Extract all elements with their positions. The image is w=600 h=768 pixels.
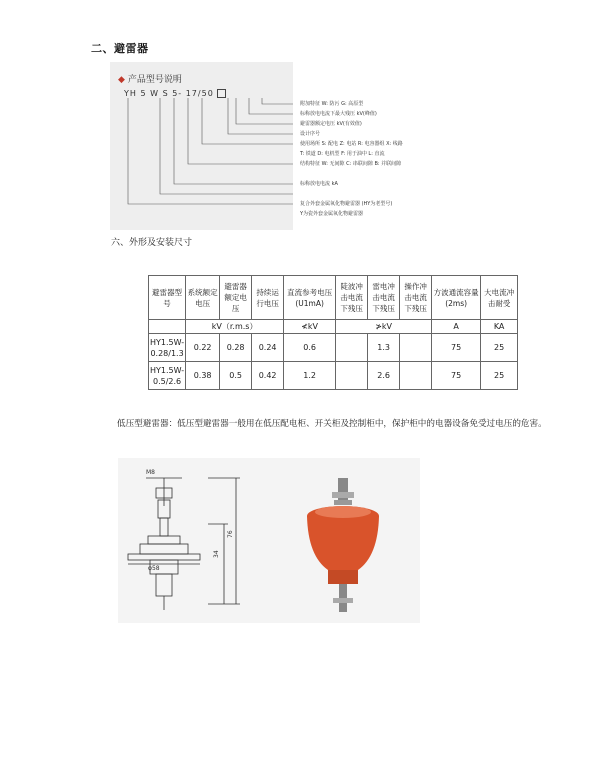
spec-table <box>148 275 518 390</box>
legend-line: 设计序号 <box>300 131 321 137</box>
legend-line: Y为瓷外套金属氧化物避雷器 <box>300 211 364 217</box>
code-part: 5 <box>140 89 147 98</box>
legend-line: 附加特征 W: 防污 G: 高原型 <box>300 101 364 107</box>
table-row <box>149 334 518 362</box>
legend-line: 标称放电电流 kA <box>300 181 338 187</box>
unit-cell: ≯kV <box>336 320 432 334</box>
model-cell: HY1.5W-0.28/1.3 <box>149 334 186 362</box>
code-part: - <box>178 89 183 98</box>
table-cell: 1.3 <box>368 334 400 362</box>
table-cell <box>149 320 186 334</box>
code-part: W <box>150 89 160 98</box>
legend-line: 复合外套金属氧化物避雷器 (HY为老型号) <box>300 201 393 207</box>
table-cell: 0.38 <box>186 362 220 390</box>
table-cell: 0.6 <box>284 334 336 362</box>
total-height-label: 76 <box>227 530 234 538</box>
description-paragraph: 低压型避雷器：低压型避雷器一般用在低压配电柜、开关柜及控制柜中，保护柜中的电器设备免受过电压的危害。 <box>117 419 547 429</box>
header-cell: 避雷器额定电压 <box>220 276 252 320</box>
inner-height-label: 34 <box>213 550 220 558</box>
table-cell: 0.42 <box>252 362 284 390</box>
table-cell: 0.22 <box>186 334 220 362</box>
code-part: 17 <box>185 89 198 98</box>
table-cell: 25 <box>481 334 518 362</box>
product-photo <box>288 478 398 618</box>
table-cell: 2.6 <box>368 362 400 390</box>
header-cell: 系统额定电压 <box>186 276 220 320</box>
table-header-row <box>149 276 518 320</box>
table-cell <box>400 334 432 362</box>
unit-cell: KA <box>481 320 518 334</box>
table-cell <box>336 362 368 390</box>
diameter-label: φ58 <box>148 565 160 572</box>
code-part: / <box>197 89 202 98</box>
code-part: YH <box>124 89 137 98</box>
legend-line: 结构特征 W: 无间隙 C: 串联间隙 B: 并联间隙 <box>300 161 402 167</box>
code-part: 50 <box>201 89 214 98</box>
model-cell: HY1.5W-0.5/2.6 <box>149 362 186 390</box>
table-cell: 1.2 <box>284 362 336 390</box>
legend-line: 标称放电电流下最大残压 kV(峰值) <box>300 111 377 117</box>
header-cell: 操作冲击电流下残压 <box>400 276 432 320</box>
legend-line: 使用场所 S: 配电 Z: 电站 R: 电容器组 X: 线路 <box>300 141 403 147</box>
diamond-icon: ◆ <box>118 75 125 85</box>
header-cell: 大电流冲击耐受 <box>481 276 518 320</box>
section-heading: 二、避雷器 <box>91 42 149 55</box>
table-row <box>149 362 518 390</box>
legend-line: 避雷器额定电压 kV(有效值) <box>300 121 362 127</box>
thread-label: M8 <box>146 469 155 476</box>
header-cell: 直流参考电压(U1mA) <box>284 276 336 320</box>
header-cell: 陡波冲击电流下残压 <box>336 276 368 320</box>
product-image-panel <box>118 458 420 623</box>
code-part: S <box>162 89 169 98</box>
table-cell <box>400 362 432 390</box>
table-cell: 75 <box>432 362 481 390</box>
table-cell: 25 <box>481 362 518 390</box>
table-cell <box>336 334 368 362</box>
table-cell: 0.28 <box>220 334 252 362</box>
table-cell: 0.5 <box>220 362 252 390</box>
code-part: 5 <box>172 89 179 98</box>
header-cell: 方波通流容量(2ms) <box>432 276 481 320</box>
header-cell: 雷电冲击电流下残压 <box>368 276 400 320</box>
model-title-text: 产品型号说明 <box>127 75 182 85</box>
unit-cell: ≮kV <box>284 320 336 334</box>
table-units-row <box>149 320 518 334</box>
model-bracket-lines <box>110 62 293 230</box>
header-cell: 持续运行电压 <box>252 276 284 320</box>
unit-cell: kV（r.m.s） <box>186 320 284 334</box>
unit-cell: A <box>432 320 481 334</box>
subsection-heading: 六、外形及安装尺寸 <box>111 238 193 248</box>
legend-line: T: 铁道 D: 电机型 F: 用于油中 L: 直流 <box>300 151 385 157</box>
table-cell: 0.24 <box>252 334 284 362</box>
table-cell: 75 <box>432 334 481 362</box>
header-cell: 避雷器型号 <box>149 276 186 320</box>
model-description-panel <box>110 62 403 230</box>
